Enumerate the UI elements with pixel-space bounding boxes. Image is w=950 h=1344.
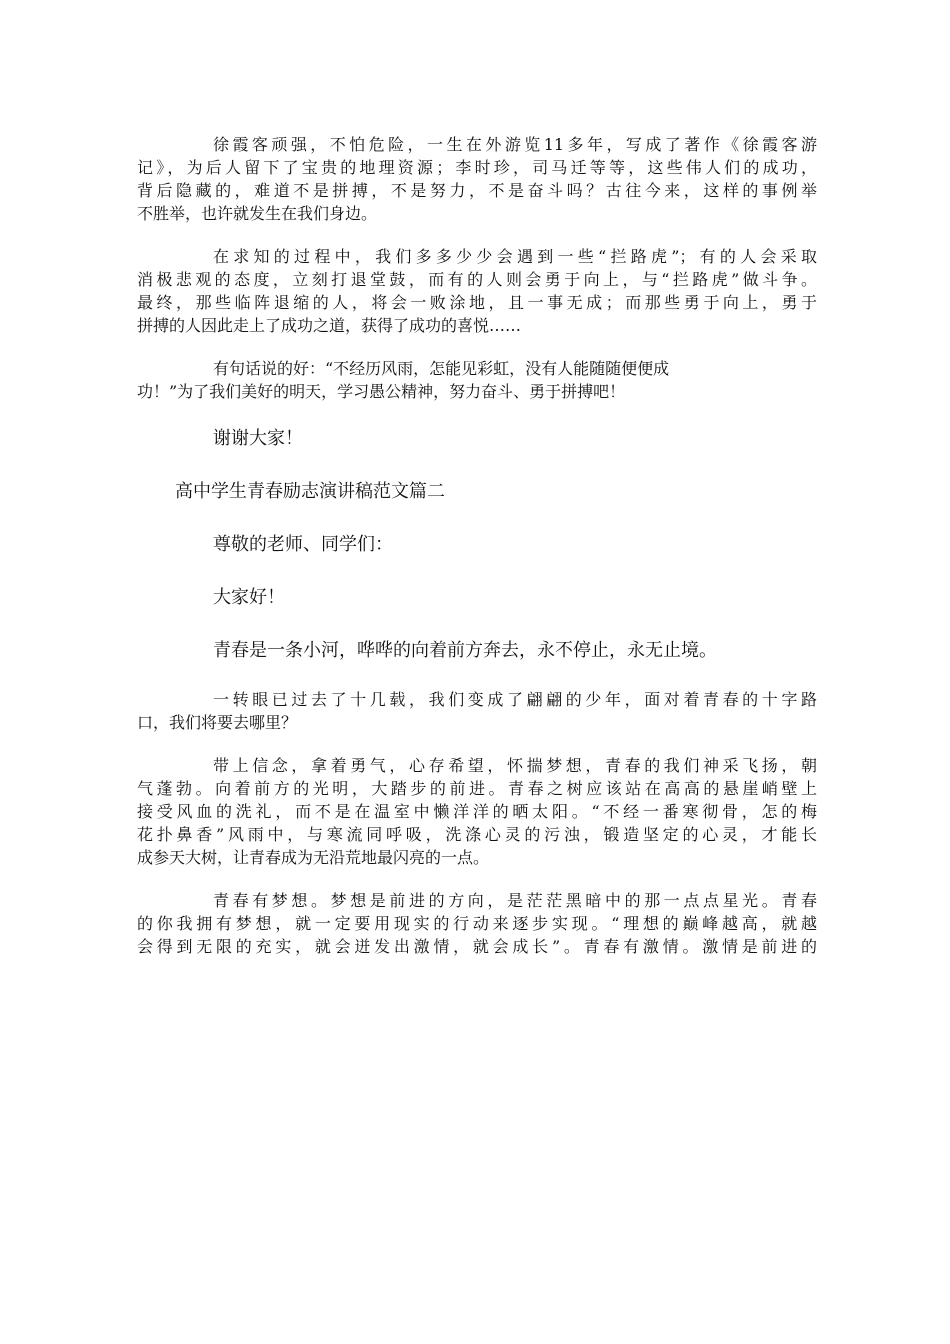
text-line: 消极悲观的态度，立刻打退堂鼓，而有的人则会勇于向上，与“拦路虎”做斗争。 — [137, 270, 817, 289]
thanks-line: 谢谢大家！ — [213, 428, 303, 449]
text-line: 一转眼已过去了十几载，我们变成了翩翩的少年，面对着青春的十字路 — [213, 690, 817, 709]
text-line: 功！”为了我们美好的明天，学习愚公精神，努力奋斗、勇于拼搏吧！ — [137, 382, 626, 401]
text-line: 气蓬勃。向着前方的光明，大踏步的前进。青春之树应该站在高高的悬崖峭壁上 — [137, 779, 817, 798]
paragraph-saying — [137, 356, 817, 402]
text-line: 会得到无限的充实，就会迸发出激情，就会成长”。青春有激情。激情是前进的 — [137, 937, 817, 956]
text-line: 接受风血的洗礼，而不是在温室中懒洋洋的晒太阳。“不经一番寒彻骨，怎的梅 — [137, 802, 817, 821]
text-line: 花扑鼻香”风雨中，与寒流同呼吸，洗涤心灵的污浊，锻造坚定的心灵，才能长 — [137, 825, 817, 844]
paragraph-xu-xiake — [137, 132, 817, 224]
text-line: 记》，为后人留下了宝贵的地理资源；李时珍，司马迁等等，这些伟人们的成功， — [137, 158, 817, 177]
text-line: 成参天大树，让青春成为无沿荒地最闪亮的一点。 — [137, 848, 490, 867]
text-line: 最终，那些临阵退缩的人，将会一败涂地，且一事无成；而那些勇于向上，勇于 — [137, 293, 817, 312]
salutation-line: 尊敬的老师、同学们： — [213, 534, 393, 555]
paragraph-seeking-knowledge — [137, 244, 817, 336]
text-line: 青春有梦想。梦想是前进的方向，是茫茫黑暗中的那一点点星光。青春 — [213, 891, 817, 910]
greeting-line: 大家好！ — [213, 587, 285, 608]
paragraph-youth-river: 青春是一条小河，哗哗的向着前方奔去，永不停止，永无止境。 — [213, 640, 717, 661]
text-line: 拼搏的人因此走上了成功之道，获得了成功的喜悦…… — [137, 316, 522, 335]
paragraph-belief — [137, 753, 817, 868]
document-page — [137, 132, 817, 977]
text-line: 口，我们将要去哪里？ — [137, 713, 298, 732]
text-line: 不胜举，也许就发生在我们身边。 — [137, 204, 378, 223]
text-line: 徐霞客顽强，不怕危险，一生在外游览11多年，写成了著作《徐霞客游 — [213, 135, 817, 154]
text-line: 的你我拥有梦想，就一定要用现实的行动来逐步实现。“理想的巅峰越高，就越 — [137, 914, 817, 933]
text-line: 有句话说的好：“不经历风雨，怎能见彩虹，没有人能随随便便成 — [213, 359, 670, 378]
text-line: 带上信念，拿着勇气，心存希望，怀揣梦想，青春的我们神采飞扬，朝 — [213, 756, 817, 775]
text-line: 在求知的过程中，我们多多少少会遇到一些“拦路虎”；有的人会采取 — [213, 247, 817, 266]
paragraph-dreams — [137, 888, 817, 957]
text-line: 背后隐藏的，难道不是拼搏，不是努力，不是奋斗吗？古往今来，这样的事例举 — [137, 181, 817, 200]
section-title: 高中学生青春励志演讲稿范文篇二 — [175, 481, 445, 502]
paragraph-crossroads — [137, 687, 817, 733]
